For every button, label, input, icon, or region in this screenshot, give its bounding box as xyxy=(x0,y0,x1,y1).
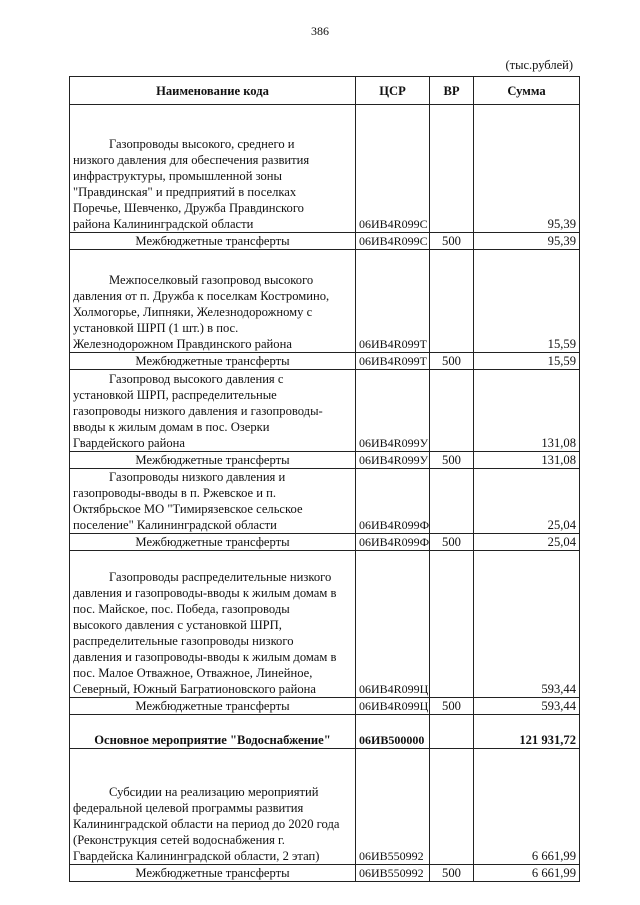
table-row xyxy=(70,250,580,353)
row-vr: 500 xyxy=(430,865,474,882)
row-csr: 06ИВ4R099У xyxy=(356,370,430,452)
row-csr: 06ИВ4R099Ф xyxy=(356,469,430,534)
row-vr xyxy=(430,551,474,698)
row-name: Газопровод высокого давления с установкой ШРП, распределительные газопроводы низкого давления и газопроводы- вводы к жилым домам в пос. Озерки Гвардейского района xyxy=(70,370,356,452)
table-row xyxy=(70,105,580,233)
row-csr: 06ИВ4R099Т xyxy=(356,353,430,370)
row-name: Межбюджетные трансферты xyxy=(70,353,356,370)
row-vr xyxy=(430,105,474,233)
row-csr: 06ИВ550992 xyxy=(356,749,430,865)
row-name: Межбюджетные трансферты xyxy=(70,698,356,715)
row-vr: 500 xyxy=(430,698,474,715)
row-sum: 593,44 xyxy=(474,551,580,698)
row-csr: 06ИВ4R099Ц xyxy=(356,698,430,715)
row-csr: 06ИВ4R099С xyxy=(356,233,430,250)
row-name: Межбюджетные трансферты xyxy=(70,452,356,469)
row-vr xyxy=(430,469,474,534)
row-sum: 6 661,99 xyxy=(474,749,580,865)
budget-table xyxy=(69,76,580,882)
row-name: Межбюджетные трансферты xyxy=(70,233,356,250)
row-sum: 121 931,72 xyxy=(474,715,580,749)
row-csr: 06ИВ4R099С xyxy=(356,105,430,233)
row-csr: 06ИВ4R099У xyxy=(356,452,430,469)
table-row xyxy=(70,452,580,469)
row-sum: 95,39 xyxy=(474,233,580,250)
row-sum: 95,39 xyxy=(474,105,580,233)
row-vr: 500 xyxy=(430,233,474,250)
page-number: 386 xyxy=(311,24,329,38)
row-sum: 131,08 xyxy=(474,452,580,469)
table-row xyxy=(70,749,580,865)
row-vr xyxy=(430,715,474,749)
row-name: Межпоселковый газопровод высокого давления от п. Дружба к поселкам Костромино, Холмогорье, Липняки, Железнодорожному с установкой ШРП (1 шт.) в пос. Железнодорожном Правдинского района xyxy=(70,250,356,353)
header-csr: ЦСР xyxy=(356,77,430,105)
row-csr: 06ИВ4R099Ф xyxy=(356,534,430,551)
row-sum: 25,04 xyxy=(474,534,580,551)
table-row xyxy=(70,534,580,551)
row-sum: 25,04 xyxy=(474,469,580,534)
row-sum: 6 661,99 xyxy=(474,865,580,882)
table-header-row xyxy=(70,77,580,105)
table-row xyxy=(70,865,580,882)
row-name: Межбюджетные трансферты xyxy=(70,865,356,882)
row-sum: 593,44 xyxy=(474,698,580,715)
row-name: Газопроводы распределительные низкого давления и газопроводы-вводы к жилым домам в пос. Майское, пос. Победа, газопроводы высокого давления с установкой ШРП, распределительные газопроводы низкого давления и газопроводы-вводы к жилым домам в пос. Малое Отважное, Отважное, Линейное, Северный, Южный Багратионовского района xyxy=(70,551,356,698)
header-name: Наименование кода xyxy=(70,77,356,105)
row-name: Газопроводы низкого давления и газопроводы-вводы в п. Ржевское и п. Октябрьское МО "Тимирязевское сельское поселение" Калининградской области xyxy=(70,469,356,534)
row-csr: 06ИВ500000 xyxy=(356,715,430,749)
row-sum: 15,59 xyxy=(474,250,580,353)
header-sum: Сумма xyxy=(474,77,580,105)
header-vr: ВР xyxy=(430,77,474,105)
row-csr: 06ИВ4R099Ц xyxy=(356,551,430,698)
row-vr: 500 xyxy=(430,353,474,370)
table-row xyxy=(70,551,580,698)
row-vr xyxy=(430,749,474,865)
row-csr: 06ИВ550992 xyxy=(356,865,430,882)
table-row xyxy=(70,370,580,452)
row-vr: 500 xyxy=(430,452,474,469)
table-row xyxy=(70,233,580,250)
row-sum: 131,08 xyxy=(474,370,580,452)
row-vr xyxy=(430,370,474,452)
table-row xyxy=(70,715,580,749)
row-vr xyxy=(430,250,474,353)
table-row xyxy=(70,469,580,534)
row-name: Субсидии на реализацию мероприятий федеральной целевой программы развития Калининградской области на период до 2020 года (Реконструкция сетей водоснабжения г. Гвардейска Калининградской области, 2 этап) xyxy=(70,749,356,865)
table-row xyxy=(70,353,580,370)
row-csr: 06ИВ4R099Т xyxy=(356,250,430,353)
row-sum: 15,59 xyxy=(474,353,580,370)
row-name: Основное мероприятие "Водоснабжение" xyxy=(70,715,356,749)
table-row xyxy=(70,698,580,715)
row-vr: 500 xyxy=(430,534,474,551)
units-label: (тыс.рублей) xyxy=(505,58,573,72)
row-name: Газопроводы высокого, среднего и низкого давления для обеспечения развития инфраструктуры, промышленной зоны "Правдинская" и предприятий в поселках Поречье, Шевченко, Дружба Правдинского района Калининградской области xyxy=(70,105,356,233)
row-name: Межбюджетные трансферты xyxy=(70,534,356,551)
